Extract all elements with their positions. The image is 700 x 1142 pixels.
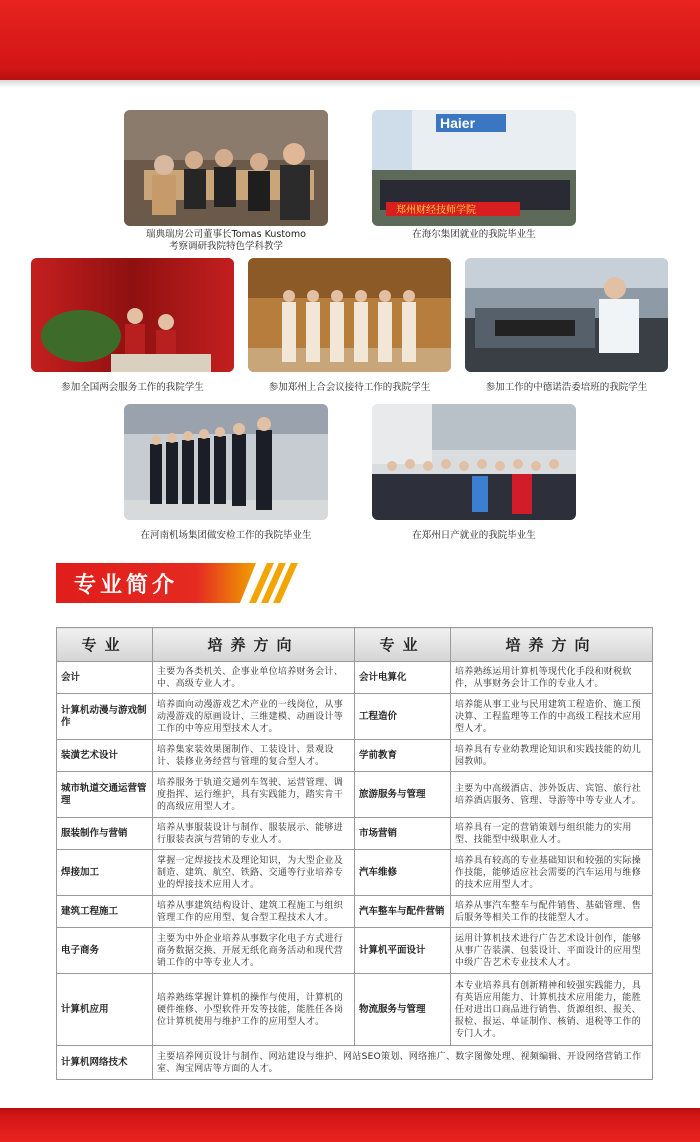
caption-line-2: 考察调研我院特色学科教学 xyxy=(168,241,283,252)
majors-table xyxy=(56,627,653,1080)
table-row xyxy=(57,1046,653,1080)
major-desc: 培养集家装效果图制作、工装设计、景观设计、装修业务经营与管理的复合型人才。 xyxy=(153,740,355,772)
major-desc: 培养熟练运用计算机等现代化手段和财税软件，从事财务会计工作的专业人才。 xyxy=(451,662,653,694)
photo-meeting xyxy=(124,110,328,226)
table-row xyxy=(57,740,653,772)
major-name: 会计 xyxy=(57,662,153,694)
photo-two-sessions xyxy=(31,258,234,372)
table-header-row xyxy=(57,628,653,662)
major-name: 计算机应用 xyxy=(57,974,153,1046)
photo-caption: 参加工作的中德诺浩委培班的我院学生 xyxy=(485,382,648,393)
top-red-band xyxy=(0,0,700,80)
major-desc: 培养服务于轨道交通列车驾驶、运营管理、调度指挥、运行维护，具有实践能力，踏实肯干的高级应用型人才。 xyxy=(153,772,355,818)
major-name: 学前教育 xyxy=(355,740,451,772)
major-desc: 本专业培养具有创新精神和较强实践能力，具有英语应用能力、计算机技术应用能力，能胜任对进出口商品进行销售、货源组织、报关、报检、报运、单证制作、核销、退税等工作的专门人才。 xyxy=(451,974,653,1046)
major-desc: 培养能从事工业与民用建筑工程造价、施工预决算、工程监理等工作的中高级工程技术应用型人才。 xyxy=(451,694,653,740)
photo-sco-reception xyxy=(248,258,451,372)
major-name: 物流服务与管理 xyxy=(355,974,451,1046)
major-name: 焊接加工 xyxy=(57,850,153,896)
photo-caption: 参加全国两会服务工作的我院学生 xyxy=(61,382,204,393)
major-desc: 掌握一定焊接技术及理论知识，为大型企业及制造、建筑、航空、铁路、交通等行业培养专业的焊接技术应用人才。 xyxy=(153,850,355,896)
photo-caption xyxy=(124,229,328,253)
major-name: 旅游服务与管理 xyxy=(355,772,451,818)
table-row xyxy=(57,974,653,1046)
major-name: 计算机动漫与游戏制作 xyxy=(57,694,153,740)
photo-caption: 在河南机场集团做安检工作的我院毕业生 xyxy=(140,530,312,541)
major-name: 服装制作与营销 xyxy=(57,818,153,850)
major-name: 工程造价 xyxy=(355,694,451,740)
photo-caption: 参加郑州上合会议接待工作的我院学生 xyxy=(268,382,431,393)
photo-haier xyxy=(372,110,576,226)
caption-line-1: 瑞典瑞房公司董事长Tomas Kustomo xyxy=(146,229,306,240)
table-row xyxy=(57,850,653,896)
major-desc: 培养具有较高的专业基础知识和较强的实际操作技能，能够适应社会需要的汽车运用与维修的技术应用型人才。 xyxy=(451,850,653,896)
major-name: 市场营销 xyxy=(355,818,451,850)
table-row xyxy=(57,694,653,740)
major-desc: 主要培养网页设计与制作、网站建设与维护、网站SEO策划、网络推广、数字图像处理、视频编辑、开设网络营销工作室、淘宝网店等方面的人才。 xyxy=(153,1046,653,1080)
major-desc: 培养熟练掌握计算机的操作与使用，计算机的硬件维修、小型软件开发等技能，能胜任各岗位计算机使用与维护工作的应用型人才。 xyxy=(153,974,355,1046)
major-desc: 主要为各类机关、企事业单位培养财务会计、中、高级专业人才。 xyxy=(153,662,355,694)
major-desc: 培养从事服装设计与制作、服装展示、能够进行服装表演与营销的专业人才。 xyxy=(153,818,355,850)
photo-caption: 在海尔集团就业的我院毕业生 xyxy=(412,229,536,240)
col-header-major: 专业 xyxy=(57,628,153,662)
table-row xyxy=(57,818,653,850)
major-name: 电子商务 xyxy=(57,928,153,974)
major-name: 汽车维修 xyxy=(355,850,451,896)
major-desc: 培养从事汽车整车与配件销售、基础管理、售后服务等相关工作的技能型人才。 xyxy=(451,896,653,928)
major-desc: 培养从事建筑结构设计、建筑工程施工与组织管理工作的应用型、复合型工程技术人才。 xyxy=(153,896,355,928)
col-header-direction: 培养方向 xyxy=(153,628,355,662)
section-title: 专业简介 xyxy=(74,572,179,598)
photo-auto-repair xyxy=(465,258,668,372)
major-desc: 培养具有一定的营销策划与组织能力的实用型、技能型中级职业人才。 xyxy=(451,818,653,850)
table-row xyxy=(57,772,653,818)
table-row xyxy=(57,928,653,974)
major-name: 计算机平面设计 xyxy=(355,928,451,974)
school-banner-text: 郑州财经技师学院 xyxy=(396,205,476,216)
major-desc: 培养面向动漫游戏艺术产业的一线岗位，从事动漫游戏的原画设计、三维建模、动画设计等工作的中等应用型技术人才。 xyxy=(153,694,355,740)
table-row xyxy=(57,662,653,694)
bottom-red-band xyxy=(0,1108,700,1142)
photo-nissan xyxy=(372,404,576,520)
photo-airport-security xyxy=(124,404,328,520)
major-desc: 运用计算机技术进行广告艺术设计创作，能够从事广告装潢、包装设计、平面设计的应用型中级广告艺术专业技术人才。 xyxy=(451,928,653,974)
major-name: 城市轨道交通运营管理 xyxy=(57,772,153,818)
major-name: 计算机网络技术 xyxy=(57,1046,153,1080)
major-desc: 主要为中外企业培养从事数字化电子方式进行商务数据交换、开展无纸化商务活动和现代营销工作的中等专业人才。 xyxy=(153,928,355,974)
major-name: 建筑工程施工 xyxy=(57,896,153,928)
haier-sign-text: Haier xyxy=(440,115,476,131)
major-desc: 主要为中高级酒店、涉外饭店、宾馆、旅行社培养酒店服务、管理、导游等中等专业人才。 xyxy=(451,772,653,818)
major-name: 汽车整车与配件营销 xyxy=(355,896,451,928)
major-name: 装潢艺术设计 xyxy=(57,740,153,772)
major-desc: 培养具有专业幼教理论知识和实践技能的幼儿园教师。 xyxy=(451,740,653,772)
col-header-major: 专业 xyxy=(355,628,451,662)
table-row xyxy=(57,896,653,928)
major-name: 会计电算化 xyxy=(355,662,451,694)
col-header-direction: 培养方向 xyxy=(451,628,653,662)
heading-stripes xyxy=(248,563,296,603)
photo-caption: 在郑州日产就业的我院毕业生 xyxy=(412,530,536,541)
